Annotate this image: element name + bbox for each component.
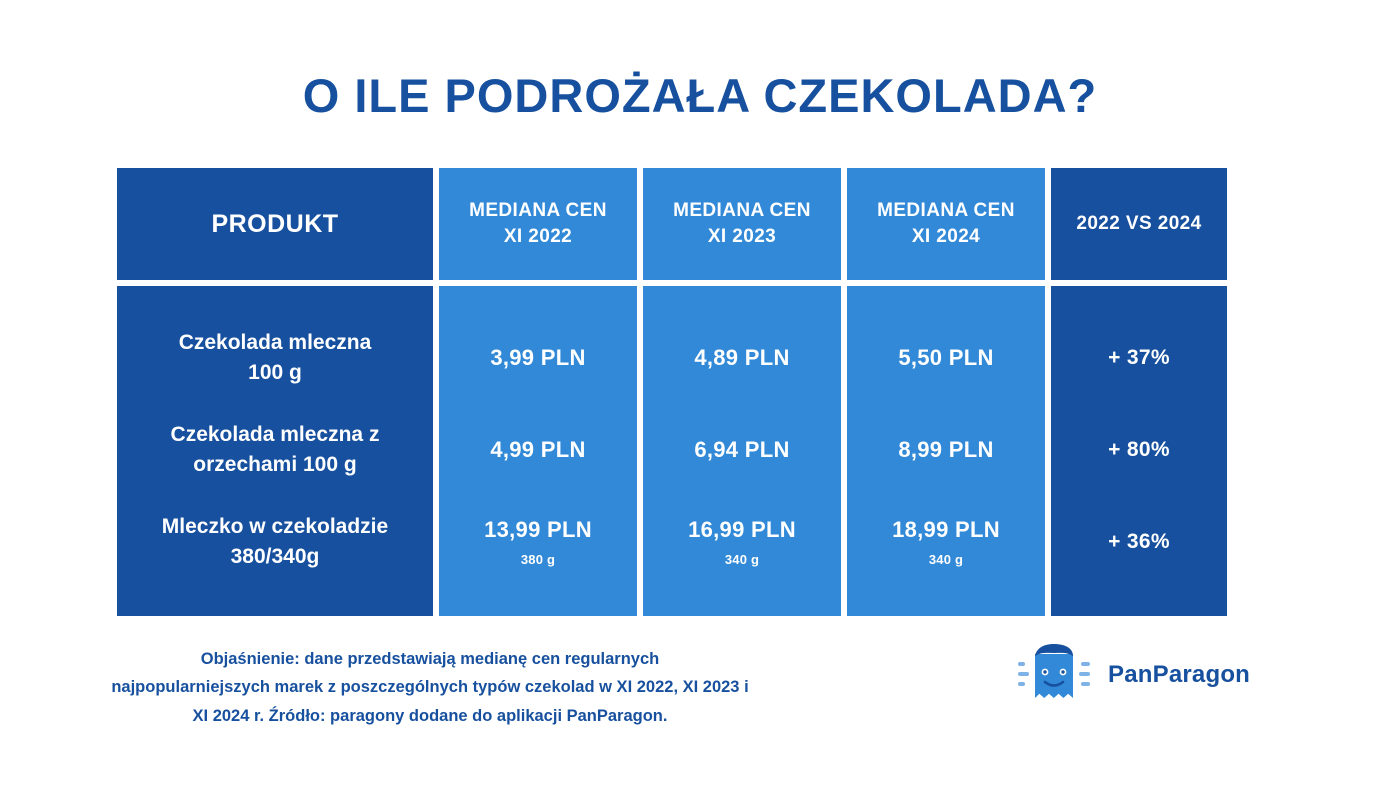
header-comparison: 2022 VS 2024 [1051,168,1227,280]
change-cell [1108,316,1170,400]
price-cell [484,500,592,584]
footnote [90,645,770,730]
price-cell [892,500,1000,584]
column-prices-2024 [847,286,1045,616]
table-body [117,286,1283,616]
price-cell [694,316,789,400]
price-cell [490,408,585,492]
header-median-2024-line1: MEDIANA CEN [877,200,1015,222]
price-value: 18,99 PLN [892,517,1000,542]
header-median-2023-line1: MEDIANA CEN [673,200,811,222]
price-comparison-table [117,168,1283,616]
price-cell [694,408,789,492]
price-value: 5,50 PLN [898,345,994,370]
header-median-2023 [643,168,841,280]
product-name-line2: 100 g [248,361,302,384]
table-header-row [117,168,1283,280]
header-median-2022-line1: MEDIANA CEN [469,200,607,222]
footnote-line3: XI 2024 r. Źródło: paragony dodane do aplikacji PanParagon. [192,706,668,725]
product-name-line1: Czekolada mleczna [178,330,372,354]
column-prices-2022 [439,286,637,616]
change-cell [1108,408,1170,492]
header-median-2022 [439,168,637,280]
footnote-line1: Objaśnienie: dane przedstawiają medianę cen regularnych [200,650,660,668]
price-cell [688,500,796,584]
price-weight-note: 340 g [928,552,964,567]
column-product-names [117,286,433,616]
price-weight-note: 340 g [724,552,760,567]
change-value: + 80% [1108,438,1170,461]
product-name-line1: Mleczko w czekoladzie [161,514,389,538]
price-value: 13,99 PLN [484,517,592,542]
product-name-line1: Czekolada mleczna z [170,422,380,446]
product-name-line2: 380/340g [230,545,320,568]
price-cell [898,408,993,492]
brand-name: PanParagon [1108,661,1251,688]
price-cell [898,316,993,400]
column-change-percent [1051,286,1227,616]
header-median-2022-line2: XI 2022 [503,226,573,247]
header-median-2024 [847,168,1045,280]
price-value: 4,89 PLN [694,345,790,370]
price-value: 16,99 PLN [688,517,796,542]
table-row [162,500,388,584]
change-value: + 37% [1108,346,1170,369]
brand-logo [1010,640,1260,712]
header-median-2024-line2: XI 2024 [911,226,981,247]
page-title: O ILE PODROŻAŁA CZEKOLADA? [302,69,1098,122]
header-product: PRODUKT [117,168,433,280]
table-row [171,408,380,492]
price-value: 3,99 PLN [490,345,586,370]
change-value: + 36% [1108,530,1170,553]
panparagon-mascot-icon [1018,640,1090,712]
product-name-line2: orzechami 100 g [193,453,357,476]
change-cell [1108,500,1170,584]
price-value: 4,99 PLN [490,437,586,462]
header-median-2023-line2: XI 2023 [707,226,777,247]
price-value: 8,99 PLN [898,437,994,462]
price-value: 6,94 PLN [694,437,790,462]
footnote-line2: najpopularniejszych marek z poszczególnych typów czekolad w XI 2022, XI 2023 i [111,678,749,697]
price-cell [490,316,585,400]
column-prices-2023 [643,286,841,616]
table-row [179,316,372,400]
price-weight-note: 380 g [520,552,556,567]
